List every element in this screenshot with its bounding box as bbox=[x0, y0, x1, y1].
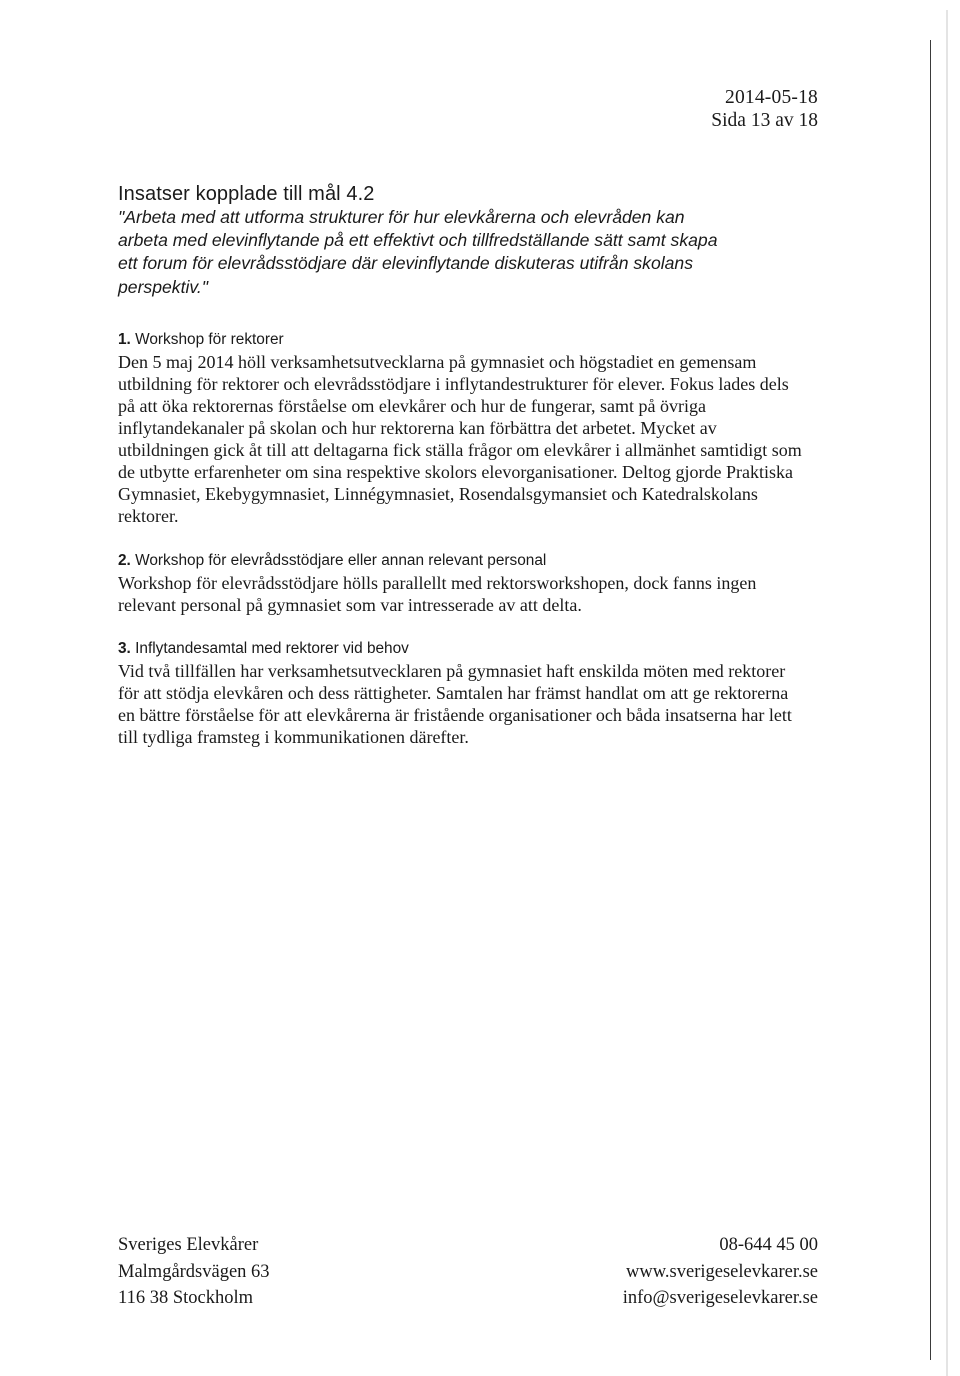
email-link[interactable]: info@sverigeselevkarer.se bbox=[622, 1288, 818, 1308]
item-heading bbox=[118, 638, 818, 660]
item-title: Inflytandesamtal med rektorer vid behov bbox=[135, 639, 409, 657]
document-body bbox=[118, 182, 818, 748]
page-separator: av bbox=[775, 110, 794, 131]
page-edge-line bbox=[930, 40, 931, 1360]
list-item bbox=[118, 638, 818, 748]
page-number: 13 bbox=[750, 110, 771, 131]
footer-address bbox=[118, 1232, 270, 1312]
item-number: 1. bbox=[118, 330, 131, 348]
list-item bbox=[118, 550, 818, 616]
item-heading bbox=[118, 550, 818, 572]
item-heading bbox=[118, 329, 818, 351]
item-title: Workshop för rektorer bbox=[135, 330, 284, 348]
footer-contact bbox=[623, 1232, 818, 1312]
item-number: 2. bbox=[118, 551, 131, 569]
phone-number: 08-644 45 00 bbox=[719, 1235, 818, 1255]
document-date: 2014-05-18 bbox=[725, 87, 818, 108]
goal-quote: "Arbeta med att utforma strukturer för hur elevkårerna och elevråden kan arbeta med elevinflytande på ett effektivt och tillfredställande sätt samt skapa ett forum för elevrådsstödjare där elevinflytande diskuteras utifrån skolans perspektiv." bbox=[118, 207, 718, 297]
section-title: Insatser kopplade till mål 4.2 bbox=[118, 183, 375, 205]
org-name: Sveriges Elevkårer bbox=[118, 1235, 259, 1255]
street-address: Malmgårdsvägen 63 bbox=[118, 1261, 270, 1282]
website-link[interactable]: www.sverigeselevkarer.se bbox=[626, 1261, 818, 1282]
page-prefix: Sida bbox=[711, 110, 746, 131]
city-address: 116 38 Stockholm bbox=[118, 1288, 253, 1308]
item-body: Workshop för elevrådsstödjare hölls parallellt med rektorsworkshopen, dock fanns ingen relevant personal på gymnasiet som var intresserade av att delta. bbox=[118, 572, 757, 615]
item-number: 3. bbox=[118, 639, 131, 657]
item-body: Den 5 maj 2014 höll verksamhetsutvecklarna på gymnasiet och högstadiet en gemensam utbildning för rektorer och elevrådsstödjare i inflytandestrukturer för elever. Fokus lades dels på att öka rektorernas förståelse om elevkårer och hur de fungerar, samt på övriga inflytandekanaler på skolan och hur rektorerna kan förbättra det arbetet. Mycket av utbildningen gick åt till att deltagarna fick ställa frågor om elevkårer i allmänhet samtidigt som de utbytte erfarenheter om sina respektive skolors elevorganisationer. Deltog gjorde Praktiska Gymnasiet, Ekebygymnasiet, Linnégymnasiet, Rosendalsgymansiet och Katedralskolans rektorer. bbox=[118, 351, 802, 527]
item-body: Vid två tillfällen har verksamhetsutvecklaren på gymnasiet haft enskilda möten med rektorer för att stödja elevkåren och dess rättigheter. Samtalen har främst handlat om att ge rektorerna en bättre förståelse för att elevkårerna är fristående organisationer och båda insatserna har lett till tydliga framsteg i kommunikationen därefter. bbox=[118, 660, 792, 748]
page-header bbox=[711, 86, 818, 132]
scan-edge-shadow bbox=[946, 10, 948, 1376]
page-total: 18 bbox=[798, 110, 818, 131]
list-item bbox=[118, 329, 818, 528]
page-indicator bbox=[711, 109, 818, 132]
item-title: Workshop för elevrådsstödjare eller annan relevant personal bbox=[135, 551, 547, 569]
